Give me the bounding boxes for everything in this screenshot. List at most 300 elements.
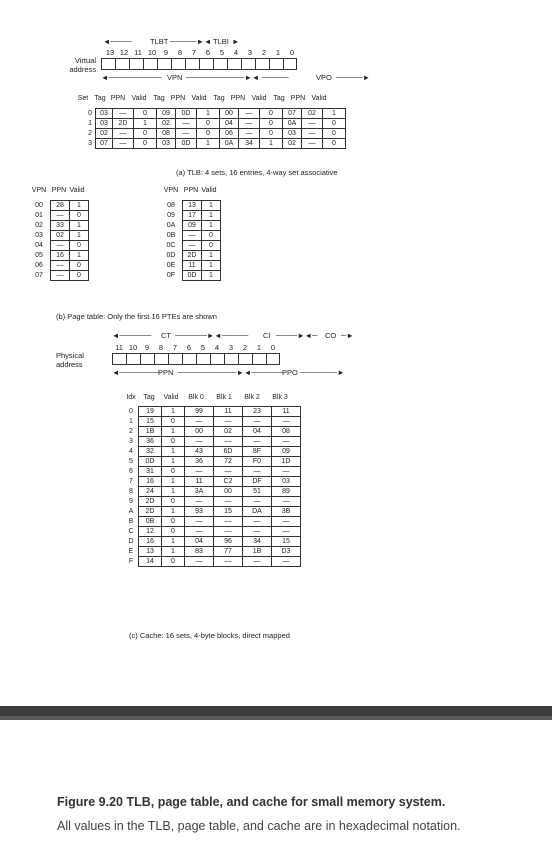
tlb-cell: 0A [283, 119, 302, 129]
cache-cell: 34 [243, 537, 272, 547]
physical-address-label: Physical address [56, 351, 84, 369]
cache-cell: 16 [139, 537, 162, 547]
tlb-cell: 1 [197, 109, 220, 119]
cache-cell: — [214, 527, 243, 537]
co-arrow-right: ─► [341, 331, 354, 340]
page-table-cell: 16 [51, 251, 70, 261]
page-table-cell: 0 [70, 241, 89, 251]
bit-number: 2 [261, 48, 267, 57]
tlb-cell: — [239, 109, 260, 119]
cache-header-cell: Tag [143, 394, 155, 401]
tlb-cell: 03 [96, 119, 113, 129]
tlb-cell: — [302, 119, 323, 129]
cache-cell: F0 [243, 457, 272, 467]
tlb-header-cell: Set [77, 95, 89, 102]
tlb-cell: 03 [157, 139, 176, 149]
cache-cell: 0B [139, 517, 162, 527]
tlbt-arrow-right: ─────►◄ [170, 37, 212, 46]
tlb-cell: 0 [197, 119, 220, 129]
cache-cell: 96 [214, 537, 243, 547]
co-label: CO [325, 331, 337, 340]
page-table-row [28, 211, 89, 221]
page-table-cell: 13 [183, 201, 202, 211]
page-table-cell: 1 [70, 201, 89, 211]
cache-cell: 15 [272, 537, 301, 547]
tlb-cell: 09 [157, 109, 176, 119]
cache-cell: — [243, 417, 272, 427]
page-table-row [160, 211, 221, 221]
ci-arrow-right: ────►◄─ [276, 331, 318, 340]
cache-cell: 11 [214, 407, 243, 417]
tlb-cell: — [176, 119, 197, 129]
cache-cell: 1 [162, 547, 185, 557]
cache-cell: 1B [243, 547, 272, 557]
page-table-cell: 1 [202, 201, 221, 211]
cache-row [124, 487, 301, 497]
cache-cell: 0 [162, 517, 185, 527]
bit-number: 4 [214, 343, 220, 352]
tlb-header-cell: Tag [273, 95, 285, 102]
page-table-cell: 0 [202, 231, 221, 241]
cache-cell: 43 [185, 447, 214, 457]
vpn-arrow-left: ◄────────── [101, 73, 162, 82]
cache-row [124, 507, 301, 517]
cache-cell: 93 [185, 507, 214, 517]
page-table-vpn: 0E [166, 262, 176, 269]
tlb-cell: 02 [302, 109, 323, 119]
page-table-row [160, 201, 221, 211]
cache-row [124, 517, 301, 527]
tlb-cell: 02 [96, 129, 113, 139]
tlb-cell: 0D [176, 109, 197, 119]
cache-cell: 08 [272, 427, 301, 437]
tlb-cell: — [113, 129, 134, 139]
bit-box [154, 353, 168, 365]
cache-cell: 11 [272, 407, 301, 417]
cache-cell: 04 [243, 427, 272, 437]
page-table-cell: 1 [70, 221, 89, 231]
cache-row [124, 437, 301, 447]
figure-caption-title: Figure 9.20 TLB, page table, and cache for small memory system. [57, 795, 446, 809]
page-table-cell: 1 [202, 221, 221, 231]
tlb-cell: — [302, 129, 323, 139]
cache-index: 8 [129, 488, 133, 495]
tlb-header-cell: PPN [290, 95, 306, 102]
bit-box [255, 58, 269, 70]
bit-box [269, 58, 283, 70]
cache-cell: 0 [162, 437, 185, 447]
vpn-arrow-right: ───────────►◄ [186, 73, 260, 82]
tlb-cell: 1 [197, 139, 220, 149]
cache-header-cell: Blk 0 [188, 394, 204, 401]
tlb-set-index: 1 [88, 120, 92, 127]
vpo-label: VPO [316, 73, 332, 82]
bit-number: 9 [144, 343, 150, 352]
cache-index: 5 [129, 458, 133, 465]
cache-row [124, 427, 301, 437]
cache-cell: 03 [272, 477, 301, 487]
tlb-row [74, 109, 346, 119]
page-table-cell: 1 [70, 231, 89, 241]
cache-cell: — [272, 497, 301, 507]
tlb-cell: 34 [239, 139, 260, 149]
page-table-vpn: 0A [166, 222, 176, 229]
cache-cell: 09 [272, 447, 301, 457]
page-table-cell: 1 [202, 251, 221, 261]
cache-header-cell: Idx [126, 394, 136, 401]
tlb-cell: 0 [134, 109, 157, 119]
bit-number: 3 [247, 48, 253, 57]
bit-box [266, 353, 280, 365]
cache-cell: 13 [139, 547, 162, 557]
cache-row [124, 407, 301, 417]
cache-row [124, 497, 301, 507]
tlb-cell: 0 [260, 109, 283, 119]
bit-number: 6 [186, 343, 192, 352]
tlb-header-cell: Valid [131, 95, 147, 102]
cache-index: 0 [129, 408, 133, 415]
cache-cell: — [243, 517, 272, 527]
tlb-cell: — [239, 119, 260, 129]
cache-cell: 83 [185, 547, 214, 557]
physical-address-bit-boxes [112, 353, 280, 365]
page-table-vpn: 04 [35, 242, 43, 249]
cache-cell: 31 [139, 467, 162, 477]
bit-number: 5 [219, 48, 225, 57]
cache-index: 3 [129, 438, 133, 445]
cache-cell: 6D [214, 447, 243, 457]
tlb-cell: 1 [134, 119, 157, 129]
bit-box [168, 353, 182, 365]
tlb-caption: (a) TLB: 4 sets, 16 entries, 4-way set associative [176, 168, 338, 177]
page-table-vpn: 05 [35, 252, 43, 259]
page-table-header-cell: PPN [51, 187, 67, 194]
cache-row [124, 557, 301, 567]
ppo-label: PPO [282, 368, 298, 377]
cache-cell: 0 [162, 417, 185, 427]
cache-cell: — [185, 437, 214, 447]
cache-cell: 14 [139, 557, 162, 567]
tlb-cell: — [302, 139, 323, 149]
ppn-arrow-right: ───────────►◄────── [178, 368, 284, 377]
tlb-cell: 0D [176, 139, 197, 149]
ct-arrow-right: ──────►◄───── [175, 331, 249, 340]
cache-cell: DF [243, 477, 272, 487]
cache-cell: 36 [139, 437, 162, 447]
page-table-cell: 0D [183, 271, 202, 281]
page-table-vpn: 07 [35, 272, 43, 279]
bit-number: 11 [115, 343, 123, 352]
page-table-cell: — [51, 271, 70, 281]
tlbi-label: TLBI [213, 37, 229, 46]
page-table-row [28, 241, 89, 251]
page-table-cell: 1 [202, 271, 221, 281]
page-table-header-cell: VPN [31, 187, 47, 194]
cache-cell: — [185, 497, 214, 507]
tlb-header-cell: Tag [213, 95, 225, 102]
page-table-cell: 0 [70, 261, 89, 271]
cache-cell: 1 [162, 427, 185, 437]
cache-cell: 23 [243, 407, 272, 417]
bit-box [157, 58, 171, 70]
bit-box [115, 58, 129, 70]
cache-cell: 99 [185, 407, 214, 417]
page-table-cell: 33 [51, 221, 70, 231]
cache-cell: 3A [185, 487, 214, 497]
page-table-cell: 1 [202, 261, 221, 271]
cache-cell: 00 [185, 427, 214, 437]
cache-index: C [128, 528, 134, 535]
tlb-cell: 07 [283, 109, 302, 119]
cache-cell: DA [243, 507, 272, 517]
page-table-cell: — [51, 241, 70, 251]
page-table-header-cell: VPN [163, 187, 179, 194]
tlb-row [74, 139, 346, 149]
page-table-vpn: 0C [166, 242, 176, 249]
page-table-header-cell: PPN [183, 187, 199, 194]
cache-cell: — [185, 517, 214, 527]
bit-box [238, 353, 252, 365]
cache-cell: — [214, 467, 243, 477]
tlb-cell: 06 [220, 129, 239, 139]
page-table-cell: 17 [183, 211, 202, 221]
cache-index: 4 [129, 448, 133, 455]
bit-box [185, 58, 199, 70]
bit-box [140, 353, 154, 365]
cache-cell: — [214, 437, 243, 447]
tlb-cell: — [113, 109, 134, 119]
cache-index: 7 [129, 478, 133, 485]
tlb-set-index: 2 [88, 130, 92, 137]
tlb-cell: 0 [260, 129, 283, 139]
cache-cell: 1 [162, 447, 185, 457]
page-table-cell: — [51, 211, 70, 221]
page-table-row [28, 251, 89, 261]
cache-cell: 0 [162, 467, 185, 477]
cache-cell: 0 [162, 497, 185, 507]
tlb-set-index: 3 [88, 140, 92, 147]
page-table-row [28, 231, 89, 241]
cache-index: A [128, 508, 134, 515]
cache-cell: 1 [162, 507, 185, 517]
virtual-address-bit-boxes [101, 58, 297, 70]
bit-number: 10 [147, 48, 157, 57]
cache-header-cell: Blk 1 [216, 394, 232, 401]
page-table-vpn: 02 [35, 222, 43, 229]
page-table-vpn: 00 [35, 202, 43, 209]
separator-bar-shadow [0, 716, 552, 720]
tlb-cell: 0 [260, 119, 283, 129]
ci-label: CI [263, 331, 271, 340]
cache-cell: 36 [185, 457, 214, 467]
page-table-vpn: 0B [166, 232, 176, 239]
page-table-cell: 09 [183, 221, 202, 231]
bit-number: 10 [128, 343, 138, 352]
cache-cell: 12 [139, 527, 162, 537]
page-table-cell: — [51, 261, 70, 271]
bit-box [224, 353, 238, 365]
cache-cell: — [185, 527, 214, 537]
cache-cell: — [243, 467, 272, 477]
cache-cell: 1 [162, 407, 185, 417]
vpo-arrow-right: ─────► [336, 73, 370, 82]
cache-cell: 3B [272, 507, 301, 517]
cache-cell: — [243, 527, 272, 537]
tlb-cell: 1 [323, 109, 346, 119]
cache-index: 6 [129, 468, 133, 475]
tlb-header-cell: Valid [191, 95, 207, 102]
bit-number: 2 [242, 343, 248, 352]
page-table-left [28, 200, 89, 281]
figure-caption-body: All values in the TLB, page table, and cache are in hexadecimal notation. [57, 819, 461, 833]
cache-cell: C2 [214, 477, 243, 487]
tlb-row [74, 129, 346, 139]
bit-number: 7 [191, 48, 197, 57]
tlb-row [74, 119, 346, 129]
cache-cell: — [243, 557, 272, 567]
bit-box [171, 58, 185, 70]
cache-cell: — [214, 517, 243, 527]
virtual-address-label: Virtual address [69, 56, 96, 74]
bit-number: 12 [119, 48, 129, 57]
tlbt-arrow-left: ◄──── [103, 37, 132, 46]
cache-cell: 1B [139, 427, 162, 437]
cache-table [124, 406, 301, 567]
tlb-cell: 0 [323, 119, 346, 129]
cache-cell: 1D [272, 457, 301, 467]
cache-cell: — [185, 417, 214, 427]
cache-cell: 32 [139, 447, 162, 457]
cache-cell: — [185, 467, 214, 477]
tlb-header-cell: Valid [311, 95, 327, 102]
bit-box [252, 353, 266, 365]
page-table-cell: 1 [70, 251, 89, 261]
cache-cell: 15 [139, 417, 162, 427]
cache-row [124, 467, 301, 477]
page-table-cell: 0 [70, 211, 89, 221]
cache-row [124, 537, 301, 547]
ppn-arrow-left: ◄──────── [112, 368, 162, 377]
tlbi-arrow: ► [232, 37, 240, 46]
cache-cell: D3 [272, 547, 301, 557]
page-table-cell: — [183, 231, 202, 241]
cache-header-cell: Blk 3 [272, 394, 288, 401]
cache-cell: 77 [214, 547, 243, 557]
cache-cell: 1 [162, 457, 185, 467]
bit-number: 0 [289, 48, 295, 57]
physical-address-bit-numbers [112, 343, 352, 353]
cache-index: 9 [129, 498, 133, 505]
cache-cell: — [214, 557, 243, 567]
cache-cell: 1 [162, 487, 185, 497]
page-table-row [28, 221, 89, 231]
cache-row [124, 457, 301, 467]
cache-cell: 51 [243, 487, 272, 497]
bit-box [241, 58, 255, 70]
cache-cell: 0D [139, 457, 162, 467]
tlbt-label: TLBT [150, 37, 169, 46]
tlb-cell: 03 [283, 129, 302, 139]
vpn-label: VPN [167, 73, 183, 82]
page-table-cell: 28 [51, 201, 70, 211]
cache-cell: — [272, 467, 301, 477]
tlb-header [74, 94, 330, 103]
cache-cell: 15 [214, 507, 243, 517]
page-table-caption: (b) Page table: Only the first 16 PTEs are shown [56, 312, 217, 321]
page-table-vpn: 06 [35, 262, 43, 269]
bit-box [210, 353, 224, 365]
bit-box [126, 353, 140, 365]
bit-number: 6 [205, 48, 211, 57]
page-table-cell: 1 [202, 211, 221, 221]
cache-index: 1 [129, 418, 133, 425]
tlb-cell: 0 [134, 139, 157, 149]
bit-number: 13 [105, 48, 115, 57]
bit-box [143, 58, 157, 70]
cache-cell: 1 [162, 477, 185, 487]
cache-cell: 24 [139, 487, 162, 497]
cache-header [124, 393, 294, 402]
tlb-cell: 0A [220, 139, 239, 149]
cache-index: F [128, 558, 134, 565]
ppo-arrow-right: ───────► [300, 368, 345, 377]
ct-arrow-left: ◄────── [112, 331, 152, 340]
cache-cell: — [243, 437, 272, 447]
cache-cell: 89 [272, 487, 301, 497]
tlb-cell: 02 [283, 139, 302, 149]
page-table-cell: 02 [51, 231, 70, 241]
page-table-row [160, 261, 221, 271]
bit-box [112, 353, 126, 365]
cache-row [124, 417, 301, 427]
cache-cell: 11 [185, 477, 214, 487]
separator-bar [0, 706, 552, 716]
bit-number: 7 [172, 343, 178, 352]
tlb-header-cell: Tag [94, 95, 106, 102]
tlb-header-cell: Valid [251, 95, 267, 102]
cache-cell: — [272, 417, 301, 427]
page-table-header-cell: Valid [201, 187, 217, 194]
cache-cell: 19 [139, 407, 162, 417]
bit-number: 9 [163, 48, 169, 57]
tlb-header-cell: PPN [170, 95, 186, 102]
tlb-cell: — [113, 139, 134, 149]
tlb-set-index: 0 [88, 110, 92, 117]
bit-number: 3 [228, 343, 234, 352]
page-table-row [160, 241, 221, 251]
page-table-vpn: 03 [35, 232, 43, 239]
cache-cell: 2D [139, 497, 162, 507]
tlb-header-cell: Tag [153, 95, 165, 102]
tlb-cell: 1 [260, 139, 283, 149]
page-table-cell: 0 [70, 271, 89, 281]
tlb-header-cell: PPN [230, 95, 246, 102]
page-table-vpn: 0D [166, 252, 176, 259]
cache-header-cell: Valid [163, 394, 179, 401]
tlb-cell: — [176, 129, 197, 139]
cache-cell: 04 [185, 537, 214, 547]
cache-cell: 72 [214, 457, 243, 467]
bit-number: 1 [275, 48, 281, 57]
page-table-cell: — [183, 241, 202, 251]
page-table-header-left [28, 186, 86, 195]
bit-box [129, 58, 143, 70]
page-table-vpn: 09 [167, 212, 175, 219]
page-table-cell: 2D [183, 251, 202, 261]
cache-row [124, 547, 301, 557]
cache-cell: — [272, 527, 301, 537]
page-table-header-cell: Valid [69, 187, 85, 194]
